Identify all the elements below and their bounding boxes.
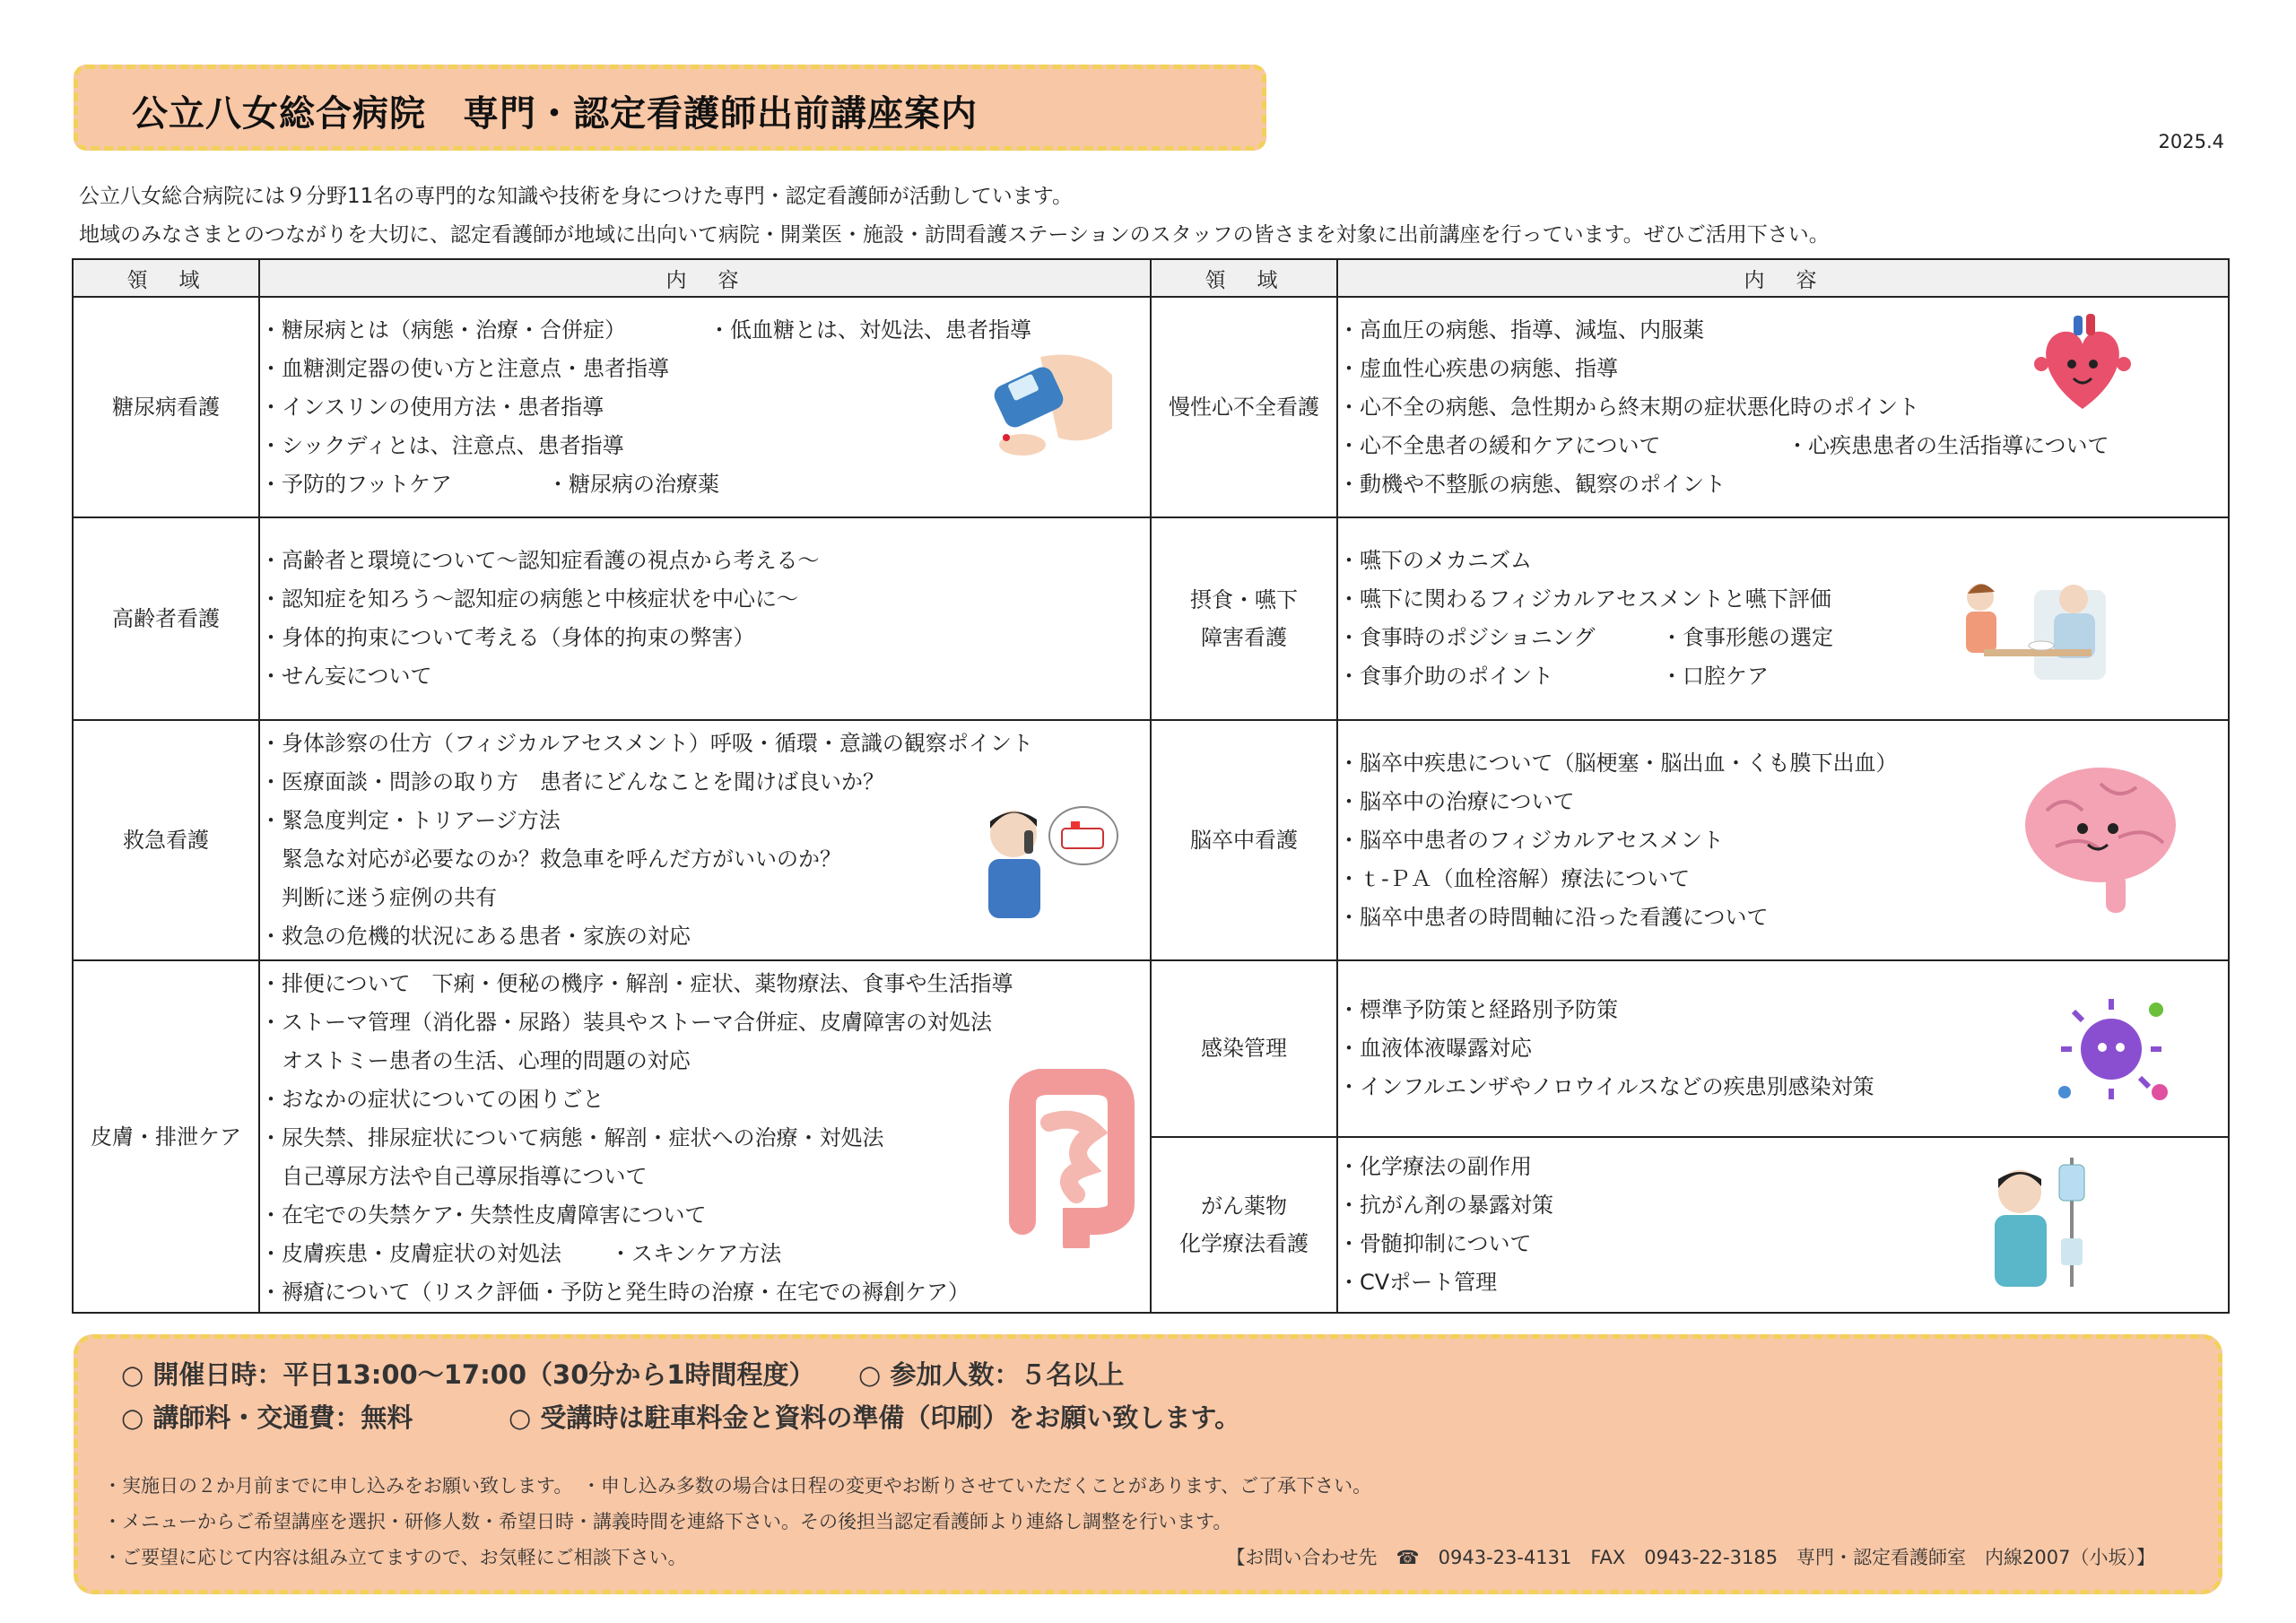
list-item: ・ｔ‐ＰＡ（血栓溶解）療法について <box>1338 865 1691 891</box>
list-item: ・高齢者と環境について～認知症看護の視点から考える～ <box>260 548 820 573</box>
list-item: ・化学療法の副作用 <box>1338 1153 1532 1179</box>
list-item: ・救急の危機的状況にある患者・家族の対応 <box>260 924 691 949</box>
list-item: ・糖尿病とは（病態・治療・合併症） ・低血糖とは、対処法、患者指導 <box>260 317 1031 343</box>
list-item: 自己導尿方法や自己導尿指導について <box>260 1164 648 1189</box>
info-footer <box>74 1334 2222 1594</box>
title-banner <box>74 65 1266 151</box>
note-item: ・実施日の２か月前までに申し込みをお願い致します。 ・申し込み多数の場合は日程の変更やお断りさせていただくことがあります、ご了承下さい。 <box>103 1475 1372 1497</box>
list-item: ・食事時のポジショニング ・食事形態の選定 <box>1338 625 1833 650</box>
list-item: ・動機や不整脈の病態、観察のポイント <box>1338 471 1726 497</box>
list-item: ・シックディとは、注意点、患者指導 <box>260 432 624 458</box>
list-item: ・脳卒中患者のフィジカルアセスメント <box>1338 827 1724 853</box>
header-domain: 領 域 <box>73 259 259 297</box>
intro-line: 地域のみなさまとのつながりを大切に、認定看護師が地域に出向いて病院・開業医・施設・訪問看護ステーションのスタッフの皆さまを対象に出前講座を行っています。ぜひご活用下さい。 <box>79 223 1830 247</box>
list-item: ・予防的フットケア ・糖尿病の治療薬 <box>260 471 719 497</box>
list-item: ・せん妄について <box>260 664 432 689</box>
list-item: ・褥瘡について（リスク評価・予防と発生時の治療・在宅での褥創ケア） <box>260 1280 970 1305</box>
iv-drip-patient-icon <box>1984 1152 2109 1296</box>
table-row <box>73 720 2229 960</box>
list-item: ・CVポート管理 <box>1338 1269 1498 1295</box>
list-item: 判断に迷う症例の共有 <box>260 885 497 910</box>
issue-date: 2025.4 <box>2158 131 2224 152</box>
list-item: ・尿失禁、排尿症状について病態・解剖・症状への治療・対処法 <box>260 1125 884 1150</box>
header-content: 内 容 <box>259 259 1151 297</box>
schedule-info: ○ 開催日時：平日13:00～17:00（30分から1時間程度） <box>121 1359 815 1390</box>
list-item: ・身体的拘束について考える（身体的拘束の弊害） <box>260 625 755 650</box>
list-item: ・在宅での失禁ケア ・失禁性皮膚障害について <box>260 1202 707 1228</box>
list-item: ・医療面談・問診の取り方 患者にどんなことを聞けば良いか？ <box>260 769 884 794</box>
participants-info: ○ 参加人数：５名以上 <box>858 1359 1125 1390</box>
table-row <box>73 297 2229 517</box>
list-item: ・脳卒中患者の時間軸に沿った看護について <box>1338 904 1769 930</box>
list-item: ・血糖測定器の使い方と注意点・患者指導 <box>260 355 669 381</box>
table-row <box>73 960 2229 1137</box>
list-item: 緊急な対応が必要なのか？救急車を呼んだ方がいいのか？ <box>260 846 841 872</box>
note-item: ・ご要望に応じて内容は組み立てますので、お気軽にご相談下さい。 <box>103 1547 687 1568</box>
list-item: ・インフルエンザやノロウイルスなどの疾患別感染対策 <box>1338 1073 1874 1099</box>
list-item: ・脳卒中疾患について（脳梗塞・脳出血・くも膜下出血） <box>1338 750 1898 776</box>
domain-cell: 皮膚・排泄ケア <box>73 960 259 1313</box>
virus-character-icon <box>2056 994 2172 1110</box>
contact-info: 【お問い合わせ先 ☎ 0943-23-4131 FAX 0943-22-3185 専門・認定看護師室 内線2007（小坂）】 <box>1226 1547 2155 1568</box>
content-cell <box>1337 297 2229 517</box>
list-item: ・皮膚疾患・皮膚症状の対処法 ・スキンケア方法 <box>260 1241 782 1266</box>
list-item: ・抗がん剤の暴露対策 <box>1338 1192 1553 1218</box>
fee-info: ○ 講師料・交通費：無料 <box>121 1402 413 1433</box>
list-item: ・標準予防策と経路別予防策 <box>1338 996 1618 1022</box>
intro-text <box>79 178 1830 255</box>
content-cell <box>259 297 1151 517</box>
list-item: ・食事介助のポイント ・口腔ケア <box>1338 664 1769 689</box>
list-item: オストミー患者の生活、心理的問題の対応 <box>260 1048 691 1073</box>
intestine-icon <box>996 1069 1148 1248</box>
page-title: 公立八女総合病院 専門・認定看護師出前講座案内 <box>132 93 978 135</box>
domain-cell: 高齢者看護 <box>73 517 259 720</box>
list-item: ・虚血性心疾患の病態、指導 <box>1338 355 1618 381</box>
brain-character-icon <box>2020 757 2181 918</box>
table-row <box>73 517 2229 720</box>
list-item: ・身体診察の仕方（フィジカルアセスメント）呼吸・循環・意識の観察ポイント <box>260 731 1033 756</box>
list-item: ・ストーマ管理（消化器・尿路）装具やストーマ合併症、皮膚障害の対処法 <box>260 1010 992 1035</box>
domain-cell: がん薬物 化学療法看護 <box>1151 1137 1337 1314</box>
course-table <box>72 258 2230 1314</box>
list-item: ・血液体液曝露対応 <box>1338 1035 1532 1061</box>
meal-assistance-icon <box>1948 572 2118 689</box>
list-item: ・脳卒中の治療について <box>1338 788 1575 814</box>
domain-cell: 慢性心不全看護 <box>1151 297 1337 517</box>
content-cell <box>259 960 1151 1313</box>
glucose-meter-icon <box>987 348 1121 464</box>
domain-cell: 感染管理 <box>1151 960 1337 1137</box>
content-cell <box>1337 517 2229 720</box>
content-cell <box>259 517 1151 720</box>
domain-cell: 救急看護 <box>73 720 259 960</box>
domain-cell: 摂食・嚥下 障害看護 <box>1151 517 1337 720</box>
intro-line: 公立八女総合病院には９分野11名の専門的な知識や技術を身につけた専門・認定看護師が活動しています。 <box>79 185 1073 208</box>
header-content: 内 容 <box>1337 259 2229 297</box>
content-cell <box>1337 960 2229 1137</box>
list-item: ・骨髄抑制について <box>1338 1230 1532 1256</box>
domain-cell: 脳卒中看護 <box>1151 720 1337 960</box>
heart-character-icon <box>2029 310 2136 418</box>
content-cell <box>1337 720 2229 960</box>
list-item: ・心不全患者の緩和ケアについて ・心疾患患者の生活指導について <box>1338 432 2109 458</box>
list-item: ・緊急度判定・トリアージ方法 <box>260 808 561 833</box>
list-item: ・心不全の病態、急性期から終末期の症状悪化時のポイント <box>1338 394 1919 420</box>
content-cell <box>1337 1137 2229 1314</box>
list-item: ・嚥下に関わるフィジカルアセスメントと嚥下評価 <box>1338 586 1831 612</box>
note-item: ・メニューからご希望講座を選択・研修人数・希望日時・講義時間を連絡下さい。その後担当認定看護師より連絡し調整を行います。 <box>103 1511 1232 1532</box>
domain-cell: 糖尿病看護 <box>73 297 259 517</box>
header-domain: 領 域 <box>1151 259 1337 297</box>
preparation-info: ○ 受講時は駐車料金と資料の準備（印刷）をお願い致します。 <box>509 1402 1241 1433</box>
list-item: ・嚥下のメカニズム <box>1338 548 1532 573</box>
list-item: ・排便について 下痢・便秘の機序・解剖・症状、薬物療法、食事や生活指導 <box>260 971 1013 996</box>
list-item: ・高血圧の病態、指導、減塩、内服薬 <box>1338 317 1704 343</box>
list-item: ・インスリンの使用方法・患者指導 <box>260 394 604 420</box>
table-header-row <box>73 259 2229 297</box>
list-item: ・認知症を知ろう～認知症の病態と中核症状を中心に～ <box>260 586 798 612</box>
content-cell <box>259 720 1151 960</box>
emergency-call-icon <box>978 798 1121 924</box>
list-item: ・おなかの症状についての困りごと <box>260 1087 604 1112</box>
